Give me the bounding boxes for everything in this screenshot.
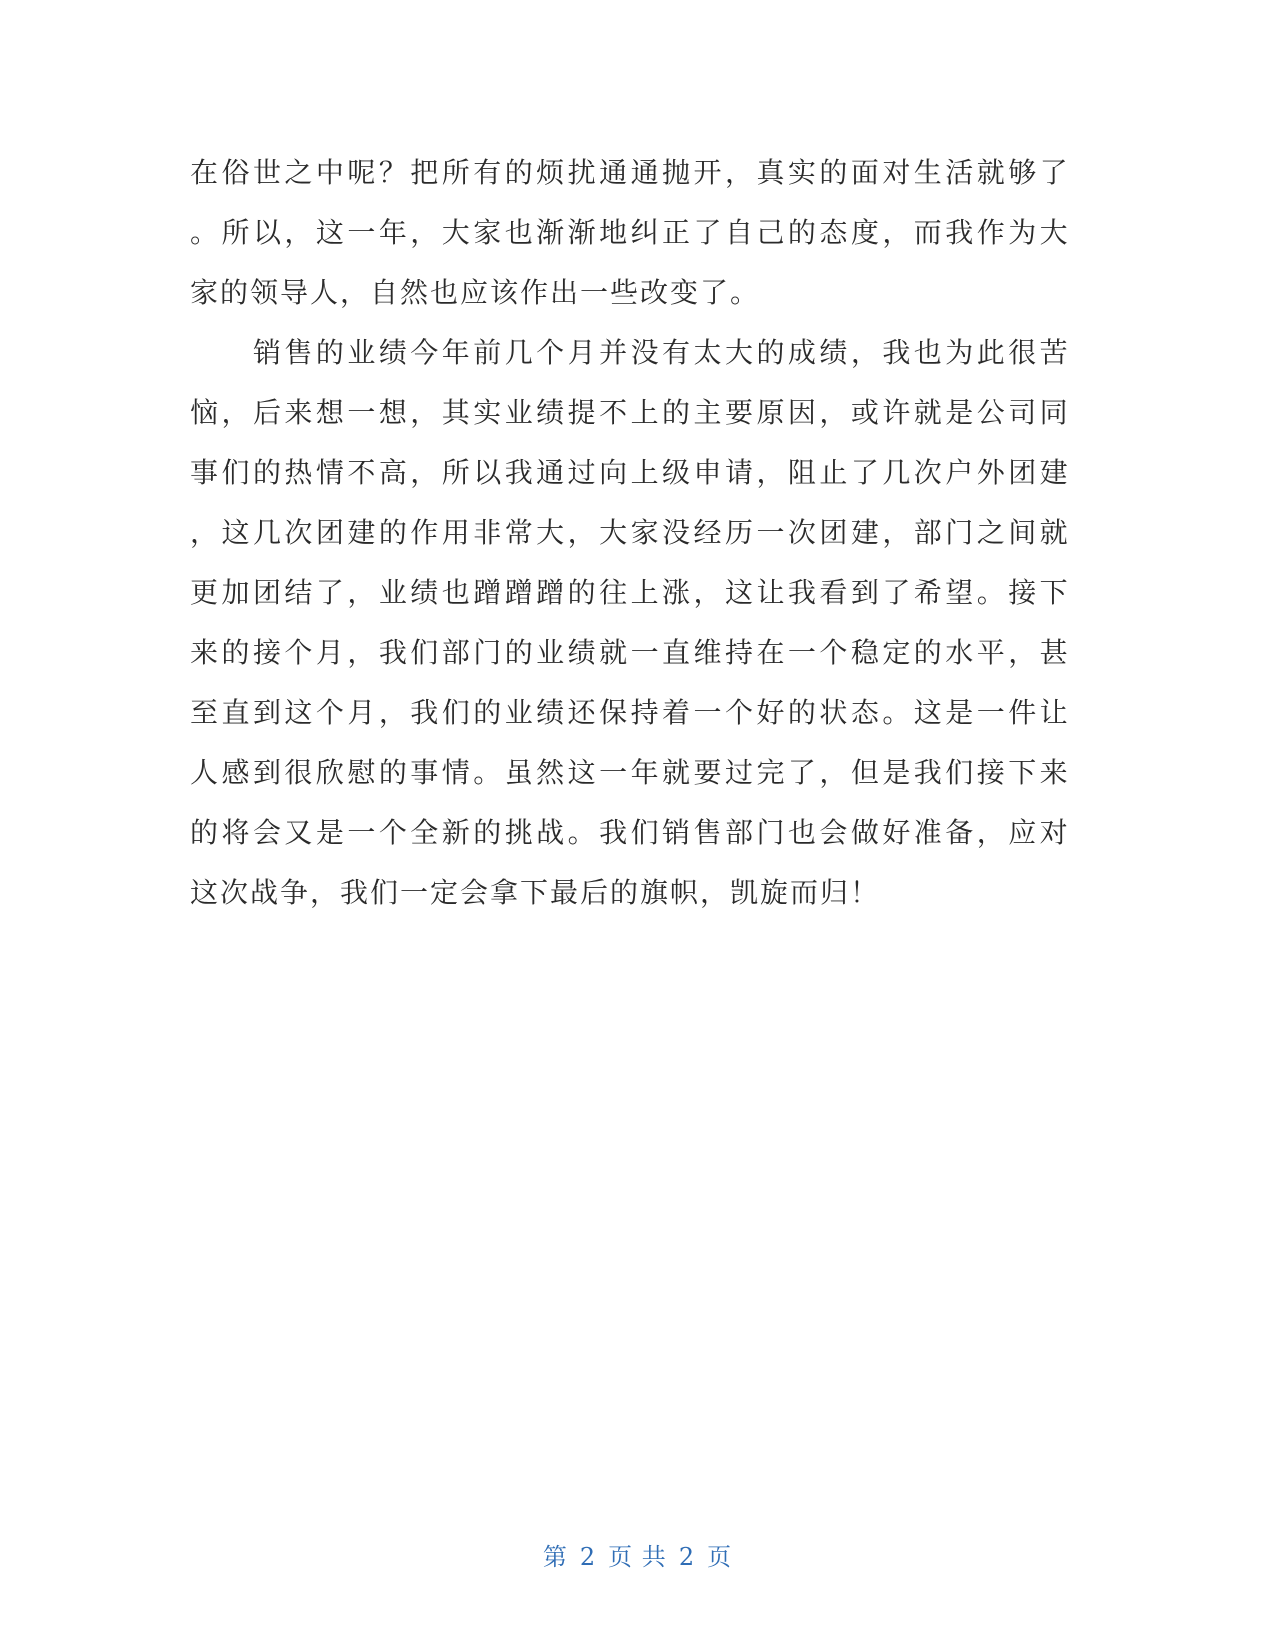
text-line: 人 感 到 很 欣 慰 的 事 情 。 虽 然 这 一 年 就 要 过 完 了 ， 但 是 我 们 接 下 来 <box>190 756 1070 789</box>
page-label-suffix: 页 <box>707 1543 733 1571</box>
text-line: 事 们 的 热 情 不 高 ， 所 以 我 通 过 向 上 级 申 请 ， 阻 止 了 几 次 户 外 团 建 <box>190 456 1070 489</box>
text-line: 来 的 接 个 月 ， 我 们 部 门 的 业 绩 就 一 直 维 持 在 一 个 稳 定 的 水 平 ， 甚 <box>190 636 1070 669</box>
text-line: ， 这 几 次 团 建 的 作 用 非 常 大 ， 大 家 没 经 历 一 次 团 建 ， 部 门 之 间 就 <box>190 516 1070 549</box>
text-line: 。 所 以 ， 这 一 年 ， 大 家 也 渐 渐 地 纠 正 了 自 己 的 态 度 ， 而 我 作 为 大 <box>190 216 1070 249</box>
text-line: 在 俗 世 之 中 呢 ？ 把 所 有 的 烦 扰 通 通 抛 开 ， 真 实 的 面 对 生 活 就 够 了 <box>190 156 1070 189</box>
page-label-mid: 页 共 <box>608 1543 667 1571</box>
page-label-prefix: 第 <box>542 1543 568 1571</box>
total-pages-number: 2 <box>678 1543 696 1571</box>
text-line: 更 加 团 结 了 ， 业 绩 也 蹭 蹭 蹭 的 往 上 涨 ， 这 让 我 看 到 了 希 望 。 接 下 <box>190 576 1070 609</box>
current-page-number: 2 <box>579 1543 597 1571</box>
text-line: 这次战争，我们一定会拿下最后的旗帜，凯旋而归！ <box>190 876 881 909</box>
text-line: 的 将 会 又 是 一 个 全 新 的 挑 战 。 我 们 销 售 部 门 也 会 做 好 准 备 ， 应 对 <box>190 816 1070 849</box>
body-text <box>190 143 1070 923</box>
text-line: 至 直 到 这 个 月 ， 我 们 的 业 绩 还 保 持 着 一 个 好 的 状 态 。 这 是 一 件 让 <box>190 696 1070 729</box>
text-line: 销 售 的 业 绩 今 年 前 几 个 月 并 没 有 太 大 的 成 绩 ， 我 也 为 此 很 苦 <box>252 336 1070 369</box>
text-line: 恼 ， 后 来 想 一 想 ， 其 实 业 绩 提 不 上 的 主 要 原 因 ， 或 许 就 是 公 司 同 <box>190 396 1070 429</box>
text-line: 家的领导人，自然也应该作出一些改变了。 <box>190 276 761 309</box>
page-footer <box>0 1537 1275 1572</box>
